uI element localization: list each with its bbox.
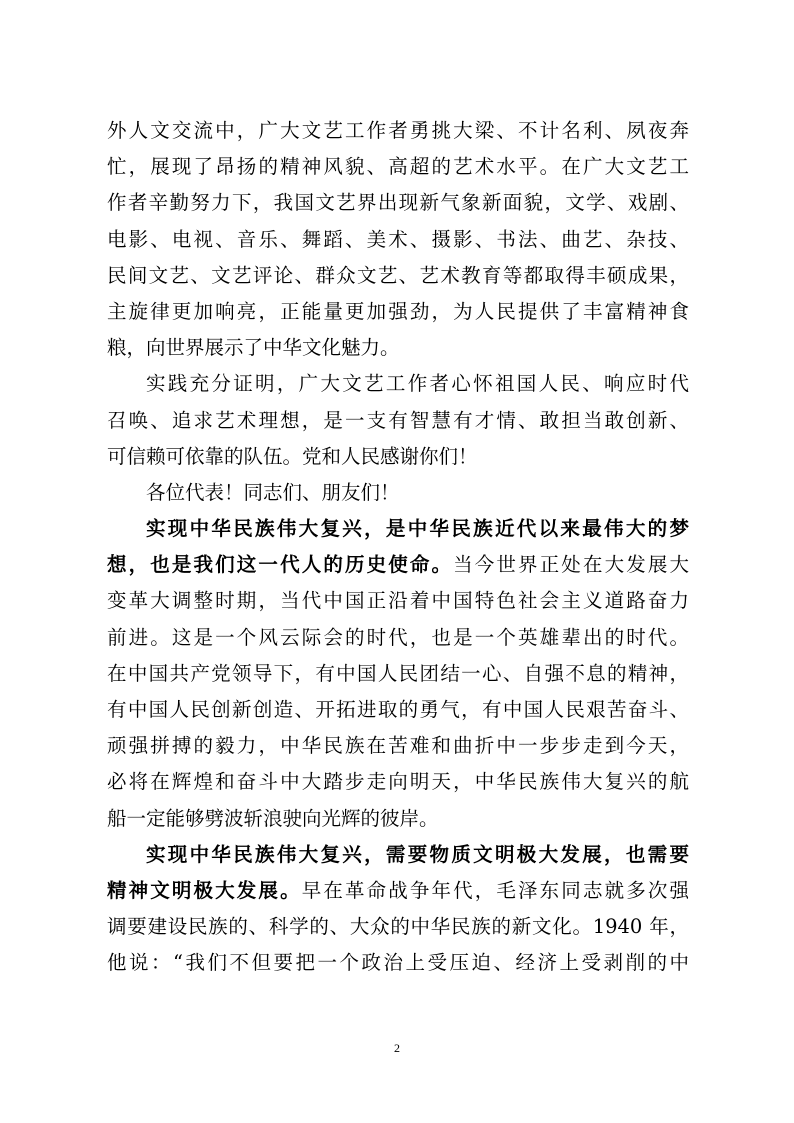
paragraph-line: 有中国人民创新创造、开拓进取的勇气，有中国人民艰苦奋斗、: [107, 698, 689, 721]
paragraph-line: 前进。这是一个风云际会的时代，也是一个英雄辈出的时代。: [107, 625, 689, 649]
paragraph-line: 主旋律更加响亮，正能量更加强劲，为人民提供了丰富精神食: [107, 299, 689, 323]
paragraph-line: 外人文交流中，广大文艺工作者勇挑大梁、不计名利、夙夜奔: [107, 119, 689, 142]
document-page: [107, 113, 689, 982]
paragraph-line: 在中国共产党领导下，有中国人民团结一心、自强不息的精神，: [107, 661, 689, 685]
paragraph-text: 早在革命战争年代，毛泽东同志就多次强: [301, 878, 689, 902]
paragraph-line: 调要建设民族的、科学的、大众的中华民族的新文化。1940 年，: [107, 915, 689, 939]
paragraph-line: 顽强拼搏的毅力，中华民族在苦难和曲折中一步步走到今天，: [107, 734, 689, 758]
paragraph-line: [107, 873, 689, 909]
paragraph-line: 作者辛勤努力下，我国文艺界出现新气象新面貌，文学、戏剧、: [107, 191, 689, 215]
paragraph-line: 必将在辉煌和奋斗中大踏步走向明天，中华民族伟大复兴的航: [107, 770, 689, 794]
paragraph-text: 当今世界正处在大发展大: [453, 553, 689, 577]
paragraph-line: 实践充分证明，广大文艺工作者心怀祖国人民、响应时代: [146, 372, 689, 396]
paragraph-line: 变革大调整时期，当代中国正沿着中国特色社会主义道路奋力: [107, 589, 689, 613]
page-number: 2: [394, 1041, 400, 1055]
paragraph-line: 忙，展现了昂扬的精神风貌、高超的艺术水平。在广大文艺工: [107, 155, 689, 179]
paragraph-line: 他说：“我们不但要把一个政治上受压迫、经济上受剥削的中: [107, 951, 689, 975]
bold-heading-text: 精神文明极大发展。: [107, 878, 302, 902]
paragraph-line: 船一定能够劈波斩浪驶向光辉的彼岸。: [107, 806, 439, 830]
paragraph-line: 召唤、追求艺术理想，是一支有智慧有才情、敢担当敢创新、: [107, 408, 689, 432]
paragraph-line: [107, 547, 689, 583]
paragraph-line: 各位代表！同志们、朋友们！: [146, 480, 400, 504]
paragraph-line: 电影、电视、音乐、舞蹈、美术、摄影、书法、曲艺、杂技、: [107, 227, 689, 251]
bold-heading-text: 想，也是我们这一代人的历史使命。: [107, 553, 454, 577]
paragraph-line: 粮，向世界展示了中华文化魅力。: [107, 336, 400, 360]
bold-heading-line: 实现中华民族伟大复兴，是中华民族近代以来最伟大的梦: [146, 517, 689, 541]
paragraph-line: 可信赖可依靠的队伍。党和人民感谢你们！: [107, 444, 478, 468]
paragraph-line: 民间文艺、文艺评论、群众文艺、艺术教育等都取得丰硕成果，: [107, 263, 689, 287]
bold-heading-line: 实现中华民族伟大复兴，需要物质文明极大发展，也需要: [146, 842, 689, 866]
